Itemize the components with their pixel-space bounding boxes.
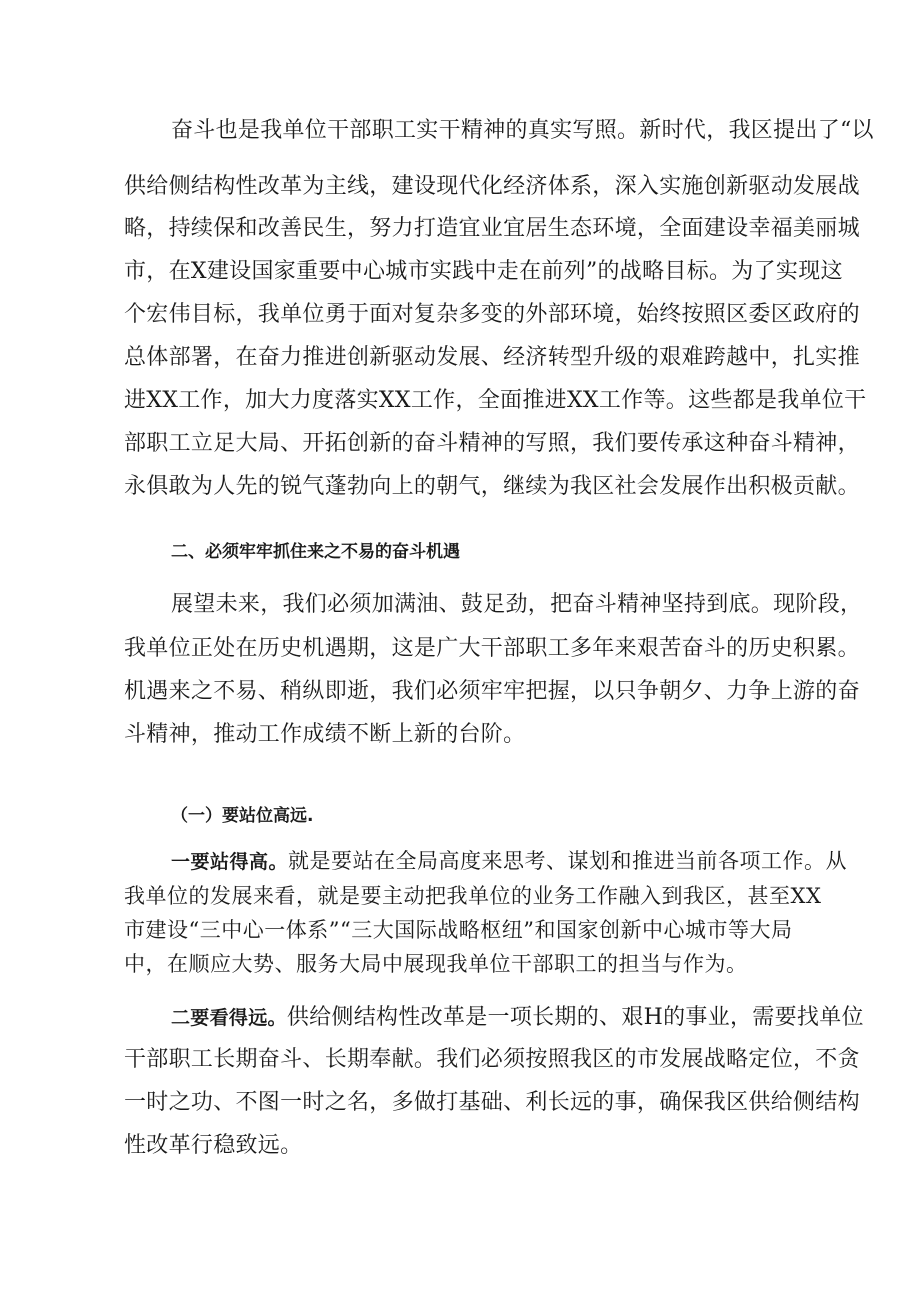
paragraph-lead: 二要看得远。 xyxy=(171,1007,287,1029)
paragraph-line: 进XX工作，加大力度落实XX工作，全面推进XX工作等。这些都是我单位干 xyxy=(124,388,867,413)
paragraph-line: 个宏伟目标，我单位勇于面对复杂多变的外部环境，始终按照区委区政府的 xyxy=(124,302,860,327)
paragraph-line: 总体部署，在奋力推进创新驱动发展、经济转型升级的艰难跨越中，扎实推 xyxy=(124,345,860,370)
paragraph-line: 市建设“三中心一体系”“三大国际战略枢纽”和国家创新中心城市等大局 xyxy=(124,918,793,942)
paragraph-line-rest: 就是要站在全局高度来思考、谋划和推进当前各项工作。从 xyxy=(288,849,848,873)
paragraph-line: 展望未来，我们必须加满油、鼓足劲，把奋斗精神坚持到底。现阶段， xyxy=(171,592,863,617)
paragraph-line: 供给侧结构性改革为主线，建设现代化经济体系，深入实施创新驱动发展战 xyxy=(124,174,860,199)
paragraph-line: 斗精神，推动工作成绩不断上新的台阶。 xyxy=(124,722,526,747)
paragraph-line: 永俱敢为人先的锐气蓬勃向上的朝气，继续为我区社会发展作出积极贡献。 xyxy=(124,474,860,499)
paragraph-line: 我单位正处在历史机遇期，这是广大干部职工多年来艰苦奋斗的历史积累。 xyxy=(124,636,860,661)
paragraph-line xyxy=(171,846,848,877)
paragraph-line: 性改革行稳致远。 xyxy=(124,1133,303,1158)
paragraph-line: 部职工立足大局、开拓创新的奋斗精神的写照，我们要传承这种奋斗精神， xyxy=(124,431,860,456)
paragraph-line: 中，在顺应大势、服务大局中展现我单位干部职工的担当与作为。 xyxy=(124,952,748,976)
paragraph-line: 机遇来之不易、稍纵即逝，我们必须牢牢把握，以只争朝夕、力争上游的奋 xyxy=(124,679,860,704)
paragraph-line: 市，在X建设国家重要中心城市实践中走在前列”的战略目标。为了实现这 xyxy=(124,259,843,284)
section-heading: 二、必须牢牢抓住来之不易的奋斗机遇 xyxy=(171,542,460,562)
subsection-heading: （一）要站位高远. xyxy=(171,806,314,826)
paragraph-line: 奋斗也是我单位干部职工实干精神的真实写照。新时代，我区提出了“以 xyxy=(171,118,874,143)
paragraph-lead: 一要站得高。 xyxy=(171,851,289,873)
paragraph-line: 干部职工长期奋斗、长期奉献。我们必须按照我区的市发展战略定位，不贪 xyxy=(124,1047,860,1072)
paragraph-line-rest: 供给侧结构性改革是一项长期的、艰H的事业，需要找单位 xyxy=(286,1005,864,1030)
paragraph-line: 略，持续保和改善民生，努力打造宜业宜居生态环境，全面建设幸福美丽城 xyxy=(124,216,860,241)
paragraph-line: 一时之功、不图一时之名，多做打基础、利长远的事，确保我区供给侧结构 xyxy=(124,1090,860,1115)
paragraph-line xyxy=(171,1003,864,1033)
paragraph-line: 我单位的发展来看，就是要主动把我单位的业务工作融入到我区，甚至XX xyxy=(124,884,822,908)
